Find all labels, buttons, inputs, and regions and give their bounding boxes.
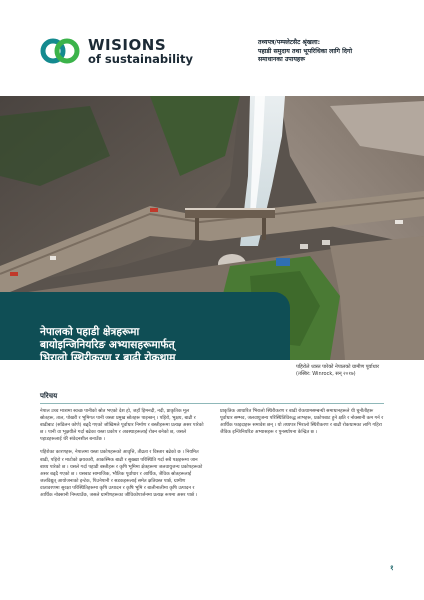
series-line-3: समाधानका उपायहरू <box>258 56 306 64</box>
series-line-2: पहाडी समुदाय तथा भूपरिधिका लागि दिगो <box>258 47 353 55</box>
wisions-logo-icon <box>40 37 80 65</box>
series-title <box>258 39 398 65</box>
series-line-1: तथ्यपत्र/पम्फ्लेटसैट श्रृंखला: <box>258 39 321 46</box>
paragraph-1: नेपाल उच्च मात्रामा स्वच्छ पानीको स्रोत भएको देश हो, जहाँ हिमनदी, नदी, प्राकृतिक मूल स्रोतहरू, ताल, पोखरी र भूमिगत पानी जस्ता प्रमुख स्रोतहरू पाइन्छन् । पहिरो, भूक्षय, बाढी र बाढीबाट (सडिलन कोणे) बढ्दै गएको जोखिमले पूर्वाधार निर्माण र बस्तीहरूमा प्रत्यक्ष असर पारेको छ । पानी वा भूक्षयीले गर्दा बढेका यस्ता प्रकोप र अवस्थाहरूलाई रोक्न बनेको छ, जसले पहाडहरूलाई धेरै संवेदनशील बनाउँछ । <box>40 409 204 443</box>
paragraph-3: प्राकृतिक आधारित भिरालो स्थिरीकरण र बाढी रोकथामसम्बन्धी समाधानहरूले यी चुनौतीहरू पूर्वाधार सम्भव, जलवायुजन्य परिस्थितिविरुद्ध लाभहरू, प्रकोपबाट हुने क्षति र नोक्सानी कम गर्न र आर्थिक फाइदाहरू समावेश छन् । यो तथ्यपत्र भिरालो स्थिरीकरण र बाढी रोकथामका लागि गहिरा जैविक इन्जिनियरिङ अभ्यासहरू र पुनर्स्थापना केन्द्रित छ । <box>220 409 384 436</box>
page-header <box>0 0 424 96</box>
title-line-1: नेपालको पहाडी क्षेत्रहरूमा <box>40 326 140 338</box>
body-column-right <box>220 408 385 442</box>
paragraph-2: पहिरोका कारणहरू, नेपालमा यस्ता प्रकोपहरूको आवृत्ति, तीव्रता र विस्तार बढेको छ । नियमित बाढी, पहिरो र माटोको क्षयकारी, आकस्मिक बाढी र सुख्खा परिस्थिति गर्दा सबै पक्षहरूमा जान बाध्य पारेको छ । यसले गर्दा पहाडी बस्तीहरू र कृषि भूमिमा क्षेत्रहरूमा जलवायुजन्य प्रकोपहरूको असर बढ्दै गएको छ । यसबाट सामाजिक, भौतिक पूर्वाधार र आर्थिक, जैविक स्रोतहरूलाई जलविद्युत् आयोजनाको इन्टेक, पिउनेपानी र सडकहरूलाई समेत क्षतिग्रस्त पार्छ, ग्रामीण वातावरणमा सुरक्षा परिस्थितिहरूमा कृषि उत्पादन र कृषि भूमि र बालीनालीमा कृषि उत्पादन र आर्थिक नोक्सानी निम्त्याउँछ, जसले ग्रामीणहरूका जीविकोपार्जनमा प्रत्यक्ष रूपमा असर पार्छ । <box>40 450 203 499</box>
section-divider <box>40 403 384 404</box>
title-line-2: बायोइन्जिनियरिङ अभ्यासहरूमार्फत् <box>40 338 175 351</box>
page-number: १ <box>390 564 394 572</box>
title-line-3: भिरालो स्थिरीकरण र बाढी रोकथाम <box>40 351 176 364</box>
brand-name: WISIONS <box>88 36 167 54</box>
caption-line-1: पहिरोले ध्वस्त पारेको नेपालको ग्रामीण पूर्वाधार <box>296 364 380 370</box>
body-column-left <box>40 408 205 505</box>
document-title <box>40 326 285 364</box>
photo-caption <box>296 364 416 378</box>
caption-line-2: (तस्बिर: Winrock, सन् २०१७) <box>296 370 356 377</box>
brand-subtitle: of sustainability <box>88 52 193 66</box>
section-heading-introduction: परिचय <box>40 392 58 400</box>
